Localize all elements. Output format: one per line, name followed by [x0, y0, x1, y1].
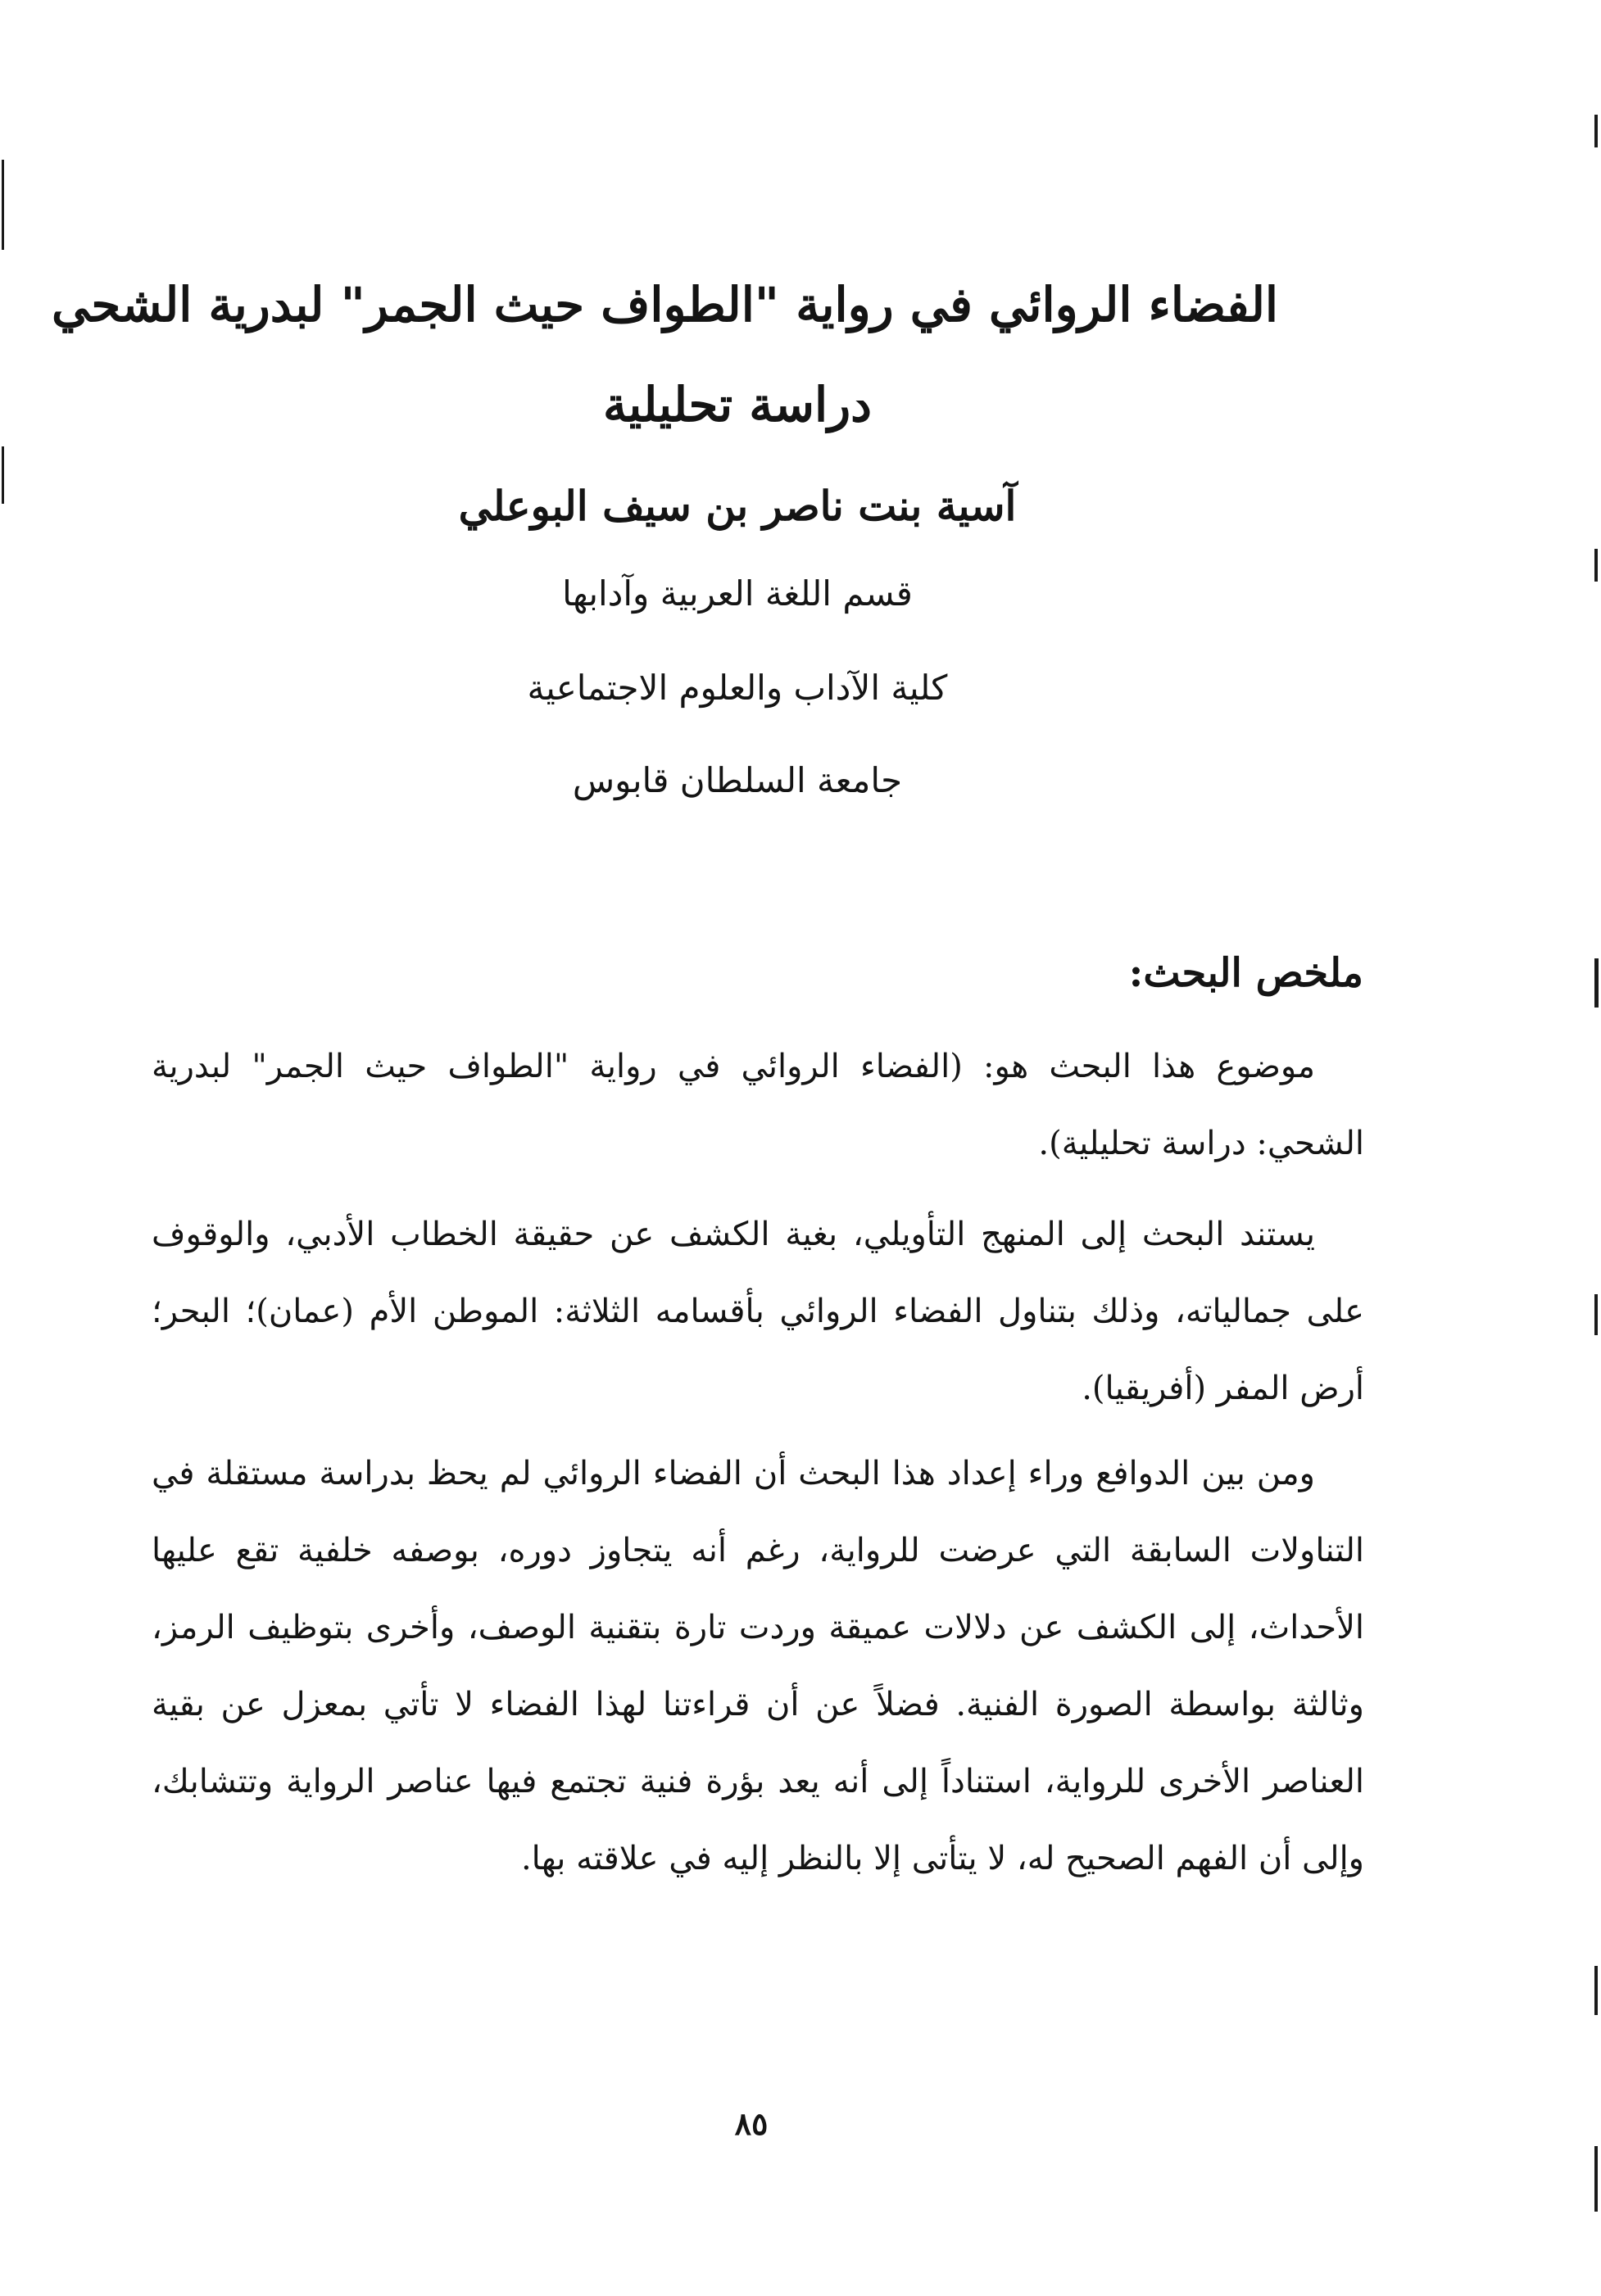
abstract-paragraph: ومن بين الدوافع وراء إعداد هذا البحث أن الفضاء الروائي لم يحظ بدراسة مستقلة في التناولات السابقة التي عرضت للرواية، رغم أنه يتجاوز دوره، بوصفه خلفية تقع عليها الأحداث، إلى الكشف عن دلالات عميقة وردت تارة بتقنية الوصف، وأخرى بتوظيف الرمز، وثالثة بواسطة الصورة الفنية. فضلاً عن أن قراءتنا لهذا الفضاء لا تأتي بمعزل عن بقية العناصر الأخرى للرواية، استناداً إلى أنه يعد بؤرة فنية تجتمع فيها عناصر الرواية وتتشابك، وإلى أن الفهم الصحيح له، لا يتأتى إلا بالنظر إليه في علاقته بها.	[152, 1455, 1364, 1877]
scan-edge-mark	[1594, 549, 1598, 582]
scan-edge-mark	[1594, 115, 1598, 147]
scan-edge-mark	[1594, 1966, 1598, 2015]
scan-edge-mark	[2, 160, 4, 250]
page-number: ٨٥	[734, 2105, 769, 2142]
scan-edge-mark	[1594, 1294, 1598, 1335]
paper-subtitle: دراسة تحليلية	[603, 377, 872, 432]
author-department: قسم اللغة العربية وآدابها	[562, 573, 913, 614]
paper-title: الفضاء الروائي في رواية "الطواف حيث الجمر" لبدرية الشحي	[52, 277, 1278, 333]
scan-edge-mark	[2, 446, 4, 504]
scan-edge-mark	[1594, 2146, 1598, 2212]
author-college: كلية الآداب والعلوم الاجتماعية	[527, 668, 948, 708]
abstract-paragraph: موضوع هذا البحث هو: (الفضاء الروائي في رواية "الطواف حيث الجمر" لبدرية الشحي: دراسة تحليلية).	[152, 1048, 1364, 1162]
abstract-heading: ملخص البحث:	[1128, 950, 1363, 996]
abstract-paragraph: يستند البحث إلى المنهج التأويلي، بغية الكشف عن حقيقة الخطاب الأدبي، والوقوف على جمالياته، وذلك بتناول الفضاء الروائي بأقسامه الثلاثة: الموطن الأم (عمان)؛ البحر؛ أرض المفر (أفريقيا).	[152, 1216, 1364, 1407]
scan-edge-mark	[1594, 958, 1599, 1008]
author-name: آسية بنت ناصر بن سيف البوعلي	[458, 482, 1017, 530]
author-university: جامعة السلطان قابوس	[572, 760, 903, 800]
